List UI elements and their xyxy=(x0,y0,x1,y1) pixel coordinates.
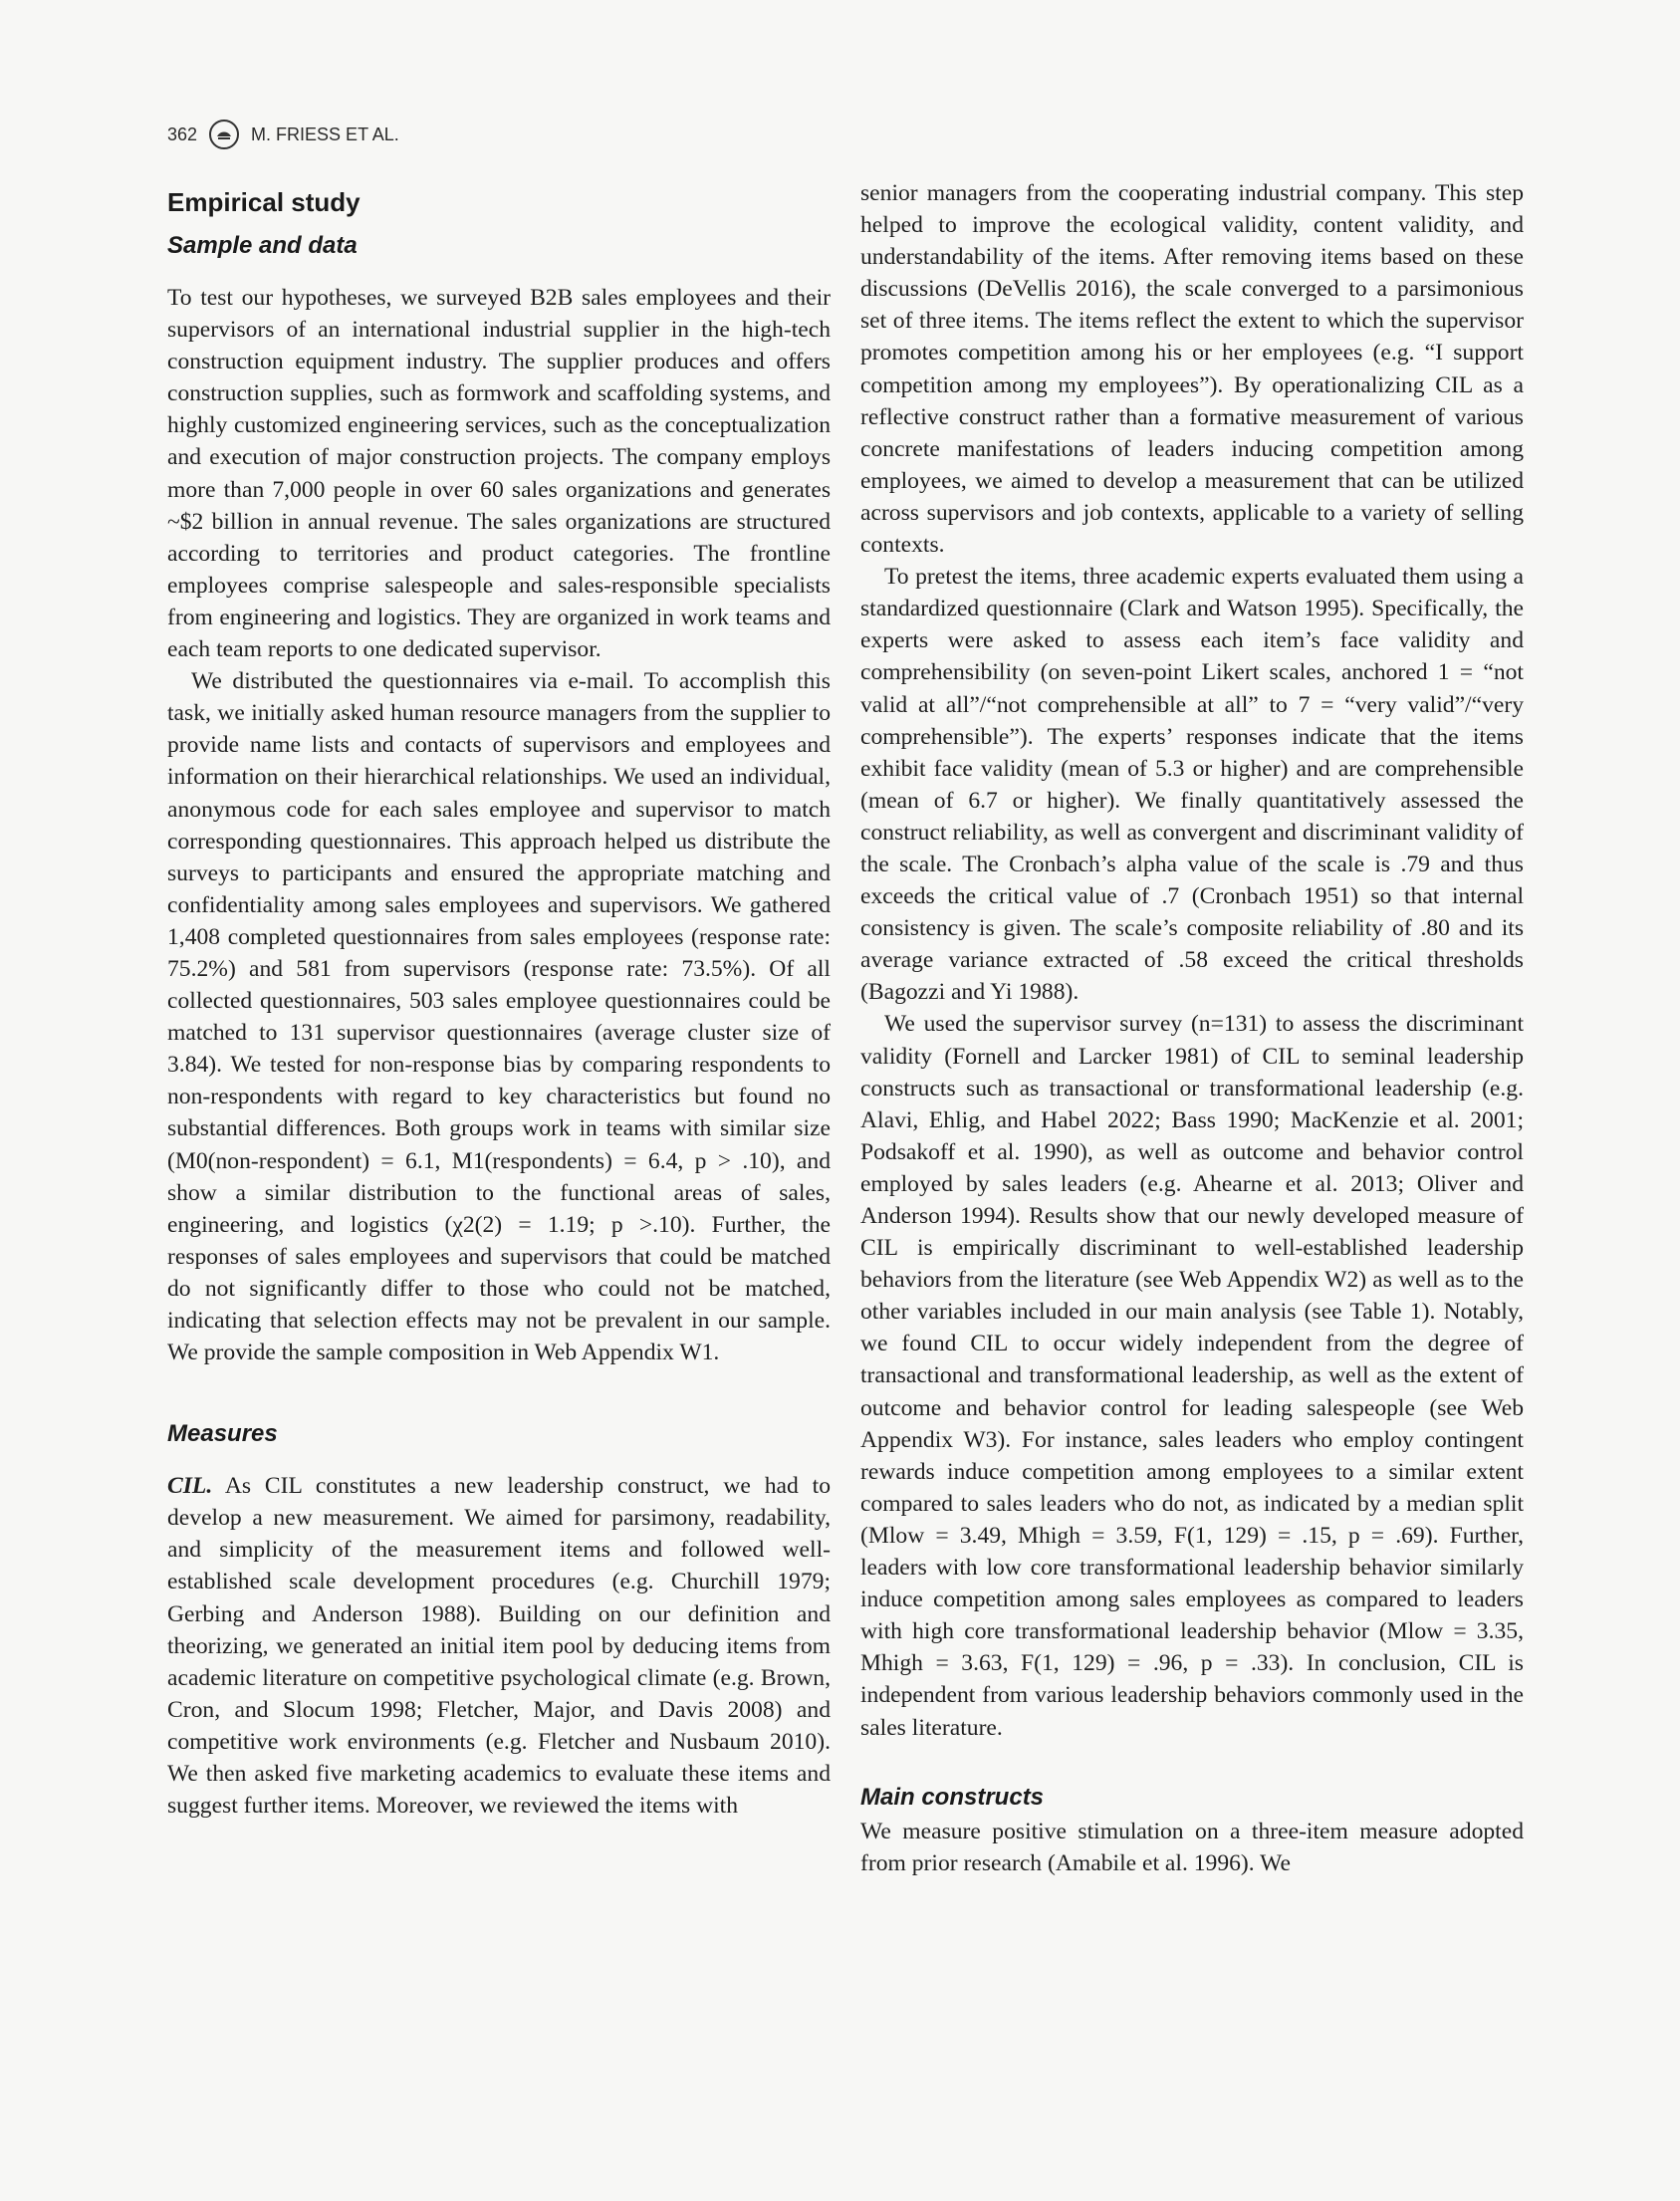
publisher-logo-icon xyxy=(209,120,239,149)
paragraph-cil xyxy=(167,1470,831,1822)
subsection-measures-title: Measures xyxy=(167,1420,278,1448)
paragraph-lead: CIL. xyxy=(167,1473,213,1500)
running-header xyxy=(167,120,399,149)
right-column xyxy=(860,177,1524,1879)
paragraph: We distributed the questionnaires via e-mail. To accomplish this task, we initially asked human resource managers from the supplier to provide name lists and contacts of supervisors and employees and information on their hierarchical relationships. We used an individual, anonymous code for each sales employee and supervisor to match corresponding questionnaires. This approach helped us distribute the surveys to participants and ensured the appropriate matching and confidentiality among sales employees and supervisors. We gathered 1,408 completed questionnaires from sales employees (response rate: 75.2%) and 581 from supervisors (response rate: 73.5%). Of all collected questionnaires, 503 sales employee questionnaires could be matched to 131 supervisor questionnaires (average cluster size of 3.84). We tested for non-response bias by comparing respondents to non-respondents with regard to key characteristics but found no substantial differences. Both groups work in teams with similar size (M0(non-respondent) = 6.1, M1(respondents) = 6.4, p > .10), and show a similar distribution to the functional areas of sales, engineering, and logistics (χ2(2) = 1.19; p >.10). Further, the responses of sales employees and supervisors that could be matched do not significantly differ to those who could not be matched, indicating that selection effects may not be prevalent in our sample. We provide the sample composition in Web Appendix W1. xyxy=(167,668,831,1366)
paragraph: To test our hypotheses, we surveyed B2B sales employees and their supervisors of an international industrial supplier in the high-tech construction equipment industry. The supplier produces and offers construction supplies, such as formwork and scaffolding systems, and highly customized engineering services, such as the conceptualization and execution of major construction projects. The company employs more than 7,000 people in over 60 sales organizations and generates ~$2 billion in annual revenue. The sales organizations are structured according to territories and product categories. The frontline employees comprise salespeople and sales-responsible specialists from engineering and logistics. They are organized in work teams and each team reports to one dedicated supervisor. xyxy=(167,285,831,663)
subsection-main-constructs-title: Main constructs xyxy=(860,1783,1045,1811)
paragraph: To pretest the items, three academic experts evaluated them using a standardized questionnaire (Clark and Watson 1995). Specifically, the experts were asked to assess each item’s face validity and comprehensibility (on seven-point Likert scales, anchored 1 = “not valid at all”/“not comprehensible at all” to 7 = “very valid”/“very comprehensible”). The experts’ responses indicate that the items exhibit face validity (mean of 5.3 or higher) and are comprehensible (mean of 6.7 or higher). We finally quantitatively assessed the construct reliability, as well as convergent and discriminant validity of the scale. The Cronbach’s alpha value of the scale is .79 and thus exceeds the critical value of .7 (Cronbach 1951) so that internal consistency is given. The scale’s composite reliability of .80 and its average variance extracted of .58 exceed the critical thresholds (Bagozzi and Yi 1988). xyxy=(860,564,1524,1006)
paragraph: We used the supervisor survey (n=131) to assess the discriminant validity (Fornell and Larcker 1981) of CIL to seminal leadership constructs such as transactional or transformational leadership (e.g. Alavi, Ehlig, and Habel 2022; Bass 1990; MacKenzie et al. 2001; Podsakoff et al. 1990), as well as outcome and behavior control employed by sales leaders (e.g. Ahearne et al. 2013; Oliver and Anderson 1994). Results show that our newly developed measure of CIL is empirically discriminant to well-established leadership behaviors from the literature (see Web Appendix W2) as well as to the other variables included in our main analysis (see Table 1). Notably, we found CIL to occur widely independent from the degree of transactional and transformational leadership, as well as the extent of outcome and behavior control for leading salespeople (see Web Appendix W3). For instance, sales leaders who employ contingent rewards induce competition among employees to a similar extent compared to sales leaders who do not, as indicated by a median split (Mlow = 3.49, Mhigh = 3.59, F(1, 129) = .15, p = .69). Further, leaders with low core transformational leadership behavior similarly induce competition among sales employees as compared to leaders with high core transformational leadership behavior (Mlow = 3.35, Mhigh = 3.63, F(1, 129) = .96, p = .33). In conclusion, CIL is independent from various leadership behaviors commonly used in the sales literature. xyxy=(860,1011,1524,1741)
paragraph-text: As CIL constitutes a new leadership construct, we had to develop a new measurement. We aimed for parsimony, readability, and simplicity of the measurement items and followed well-established scale development procedures (e.g. Churchill 1979; Gerbing and Anderson 1988). Building on our definition and theorizing, we generated an initial item pool by deducing items from academic literature on competitive psychological climate (e.g. Brown, Cron, and Slocum 1998; Fletcher, Major, and Davis 2008) and competitive work environments (e.g. Fletcher and Nusbaum 2010). We then asked five marketing academics to evaluate these items and suggest further items. Moreover, we reviewed the items with xyxy=(167,1473,831,1820)
paragraph: We measure positive stimulation on a three-item measure adopted from prior research (Amabile et al. 1996). We xyxy=(860,1818,1524,1876)
running-authors: M. FRIESS ET AL. xyxy=(251,123,399,144)
page-number: 362 xyxy=(167,123,198,144)
left-column xyxy=(167,177,831,1822)
paragraph: senior managers from the cooperating industrial company. This step helped to improve the ecological validity, content validity, and understandability of the items. After removing items based on these discussions (DeVellis 2016), the scale converged to a parsimonious set of three items. The items reflect the extent to which the supervisor promotes competition among his or her employees (e.g. “I support competition among my employees”). By operationalizing CIL as a reflective construct rather than a formative measurement of various concrete manifestations of leaders inducing competition among employees, we aimed to develop a measurement that can be utilized across supervisors and job contexts, applicable to a variety of selling contexts. xyxy=(860,180,1524,559)
subsection-sample-title: Sample and data xyxy=(167,232,358,259)
section-title: Empirical study xyxy=(167,187,360,217)
